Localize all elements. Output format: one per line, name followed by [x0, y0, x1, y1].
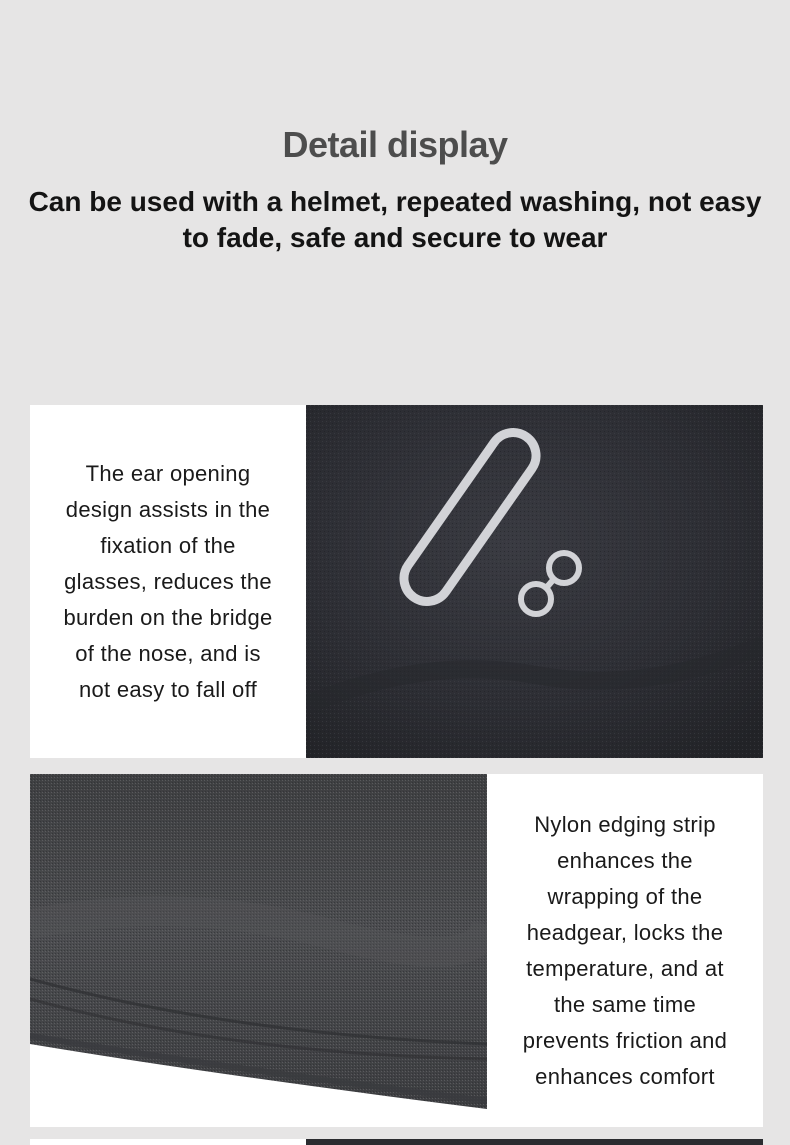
- feature-line: the same time: [553, 991, 697, 1017]
- feature-line: temperature, and at: [526, 955, 724, 981]
- feature-line: design assists in the: [65, 496, 271, 522]
- detail-subheading: [0, 184, 790, 256]
- detail-heading: Detail display: [282, 124, 508, 165]
- feature-panel-ear-opening: [30, 405, 763, 758]
- feature-line: wrapping of the: [547, 883, 703, 909]
- feature-line: enhances comfort: [535, 1063, 715, 1089]
- feature-text-ear-opening: [30, 405, 306, 758]
- feature-line: of the nose, and is: [75, 640, 261, 666]
- subheading-line-1: Can be used with a helmet, repeated washing, not easy: [28, 186, 762, 217]
- feature-line: headgear, locks the: [526, 919, 724, 945]
- next-panel-edge: [30, 1139, 763, 1145]
- ear-opening-photo: [306, 405, 763, 758]
- feature-line: The ear opening: [85, 460, 251, 486]
- feature-line: enhances the: [557, 847, 693, 873]
- nylon-edging-photo: [30, 774, 487, 1127]
- subheading-line-2: to fade, safe and secure to wear: [182, 222, 608, 253]
- feature-line: fixation of the: [100, 532, 236, 558]
- feature-line: not easy to fall off: [78, 676, 258, 702]
- next-panel-photo-edge: [306, 1139, 763, 1145]
- feature-line: burden on the bridge: [63, 604, 273, 630]
- feature-line: prevents friction and: [522, 1027, 728, 1053]
- feature-line: Nylon edging strip: [534, 811, 716, 837]
- feature-panel-nylon-edging: [30, 774, 763, 1127]
- feature-text-nylon-edging: [487, 774, 763, 1127]
- feature-line: glasses, reduces the: [64, 568, 272, 594]
